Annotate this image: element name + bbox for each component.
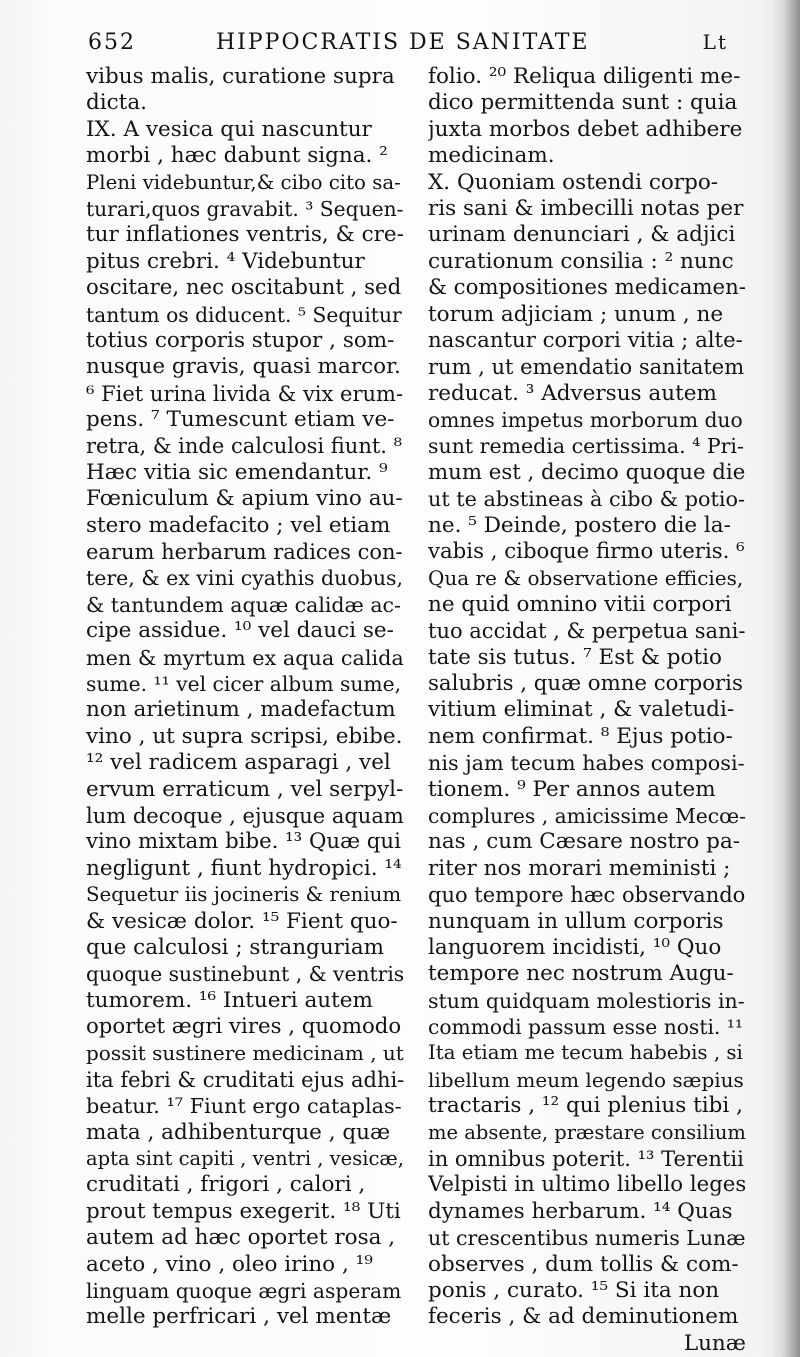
text-line: turari,quos gravabit. ³ Sequen- [86, 196, 404, 221]
text-line: tractaris , ¹² qui plenius tibi , [428, 1093, 743, 1119]
text-line: Qua re & observatione efficies, [428, 566, 744, 591]
text-line: curationum consilia : ² nunc [428, 248, 734, 274]
text-line: nascantur corpori vitia ; alte- [428, 327, 743, 353]
text-line: vino , ut supra scripsi, ebibe. [86, 723, 403, 749]
text-line: stero madefacito ; vel etiam [86, 512, 391, 538]
text-line: totius corporis stupor , som- [86, 327, 395, 353]
text-line: oscitare, nec oscitabunt , sed [86, 275, 402, 301]
text-line: nem confirmat. ⁸ Ejus potio- [428, 723, 733, 749]
left-text-column [86, 64, 404, 1331]
page-number: 652 [88, 30, 136, 55]
text-line: pens. ⁷ Tumescunt etiam ve- [86, 407, 395, 433]
text-line: mata , adhibenturque , quæ [86, 1119, 391, 1145]
text-line: feceris , & ad deminutionem [428, 1304, 739, 1330]
text-line: vabis , ciboque firmo uteris. ⁶ [428, 539, 745, 565]
text-line: autem ad hæc oportet rosa , [86, 1225, 396, 1251]
text-line: tuo accidat , & perpetua sani- [428, 619, 746, 644]
text-line: ne quid omnino vitii corpori [428, 591, 732, 617]
text-line: earum herbarum radices con- [86, 540, 403, 565]
text-line: riter nos morari meministi ; [428, 855, 731, 881]
text-line: ne. ⁵ Deinde, postero die la- [428, 512, 731, 538]
text-line: vino mixtam bibe. ¹³ Quæ qui [86, 829, 401, 855]
text-line: beatur. ¹⁷ Fiunt ergo cataplas- [86, 1094, 402, 1119]
text-line: IX. A vesica qui nascuntur [86, 116, 372, 142]
text-line: pitus crebri. ⁴ Videbuntur [86, 248, 365, 274]
text-line: dico permittenda sunt : quia [428, 90, 738, 116]
text-line: apta sint capiti , ventri , vesicæ, [86, 1147, 404, 1171]
text-line: que calculosi ; stranguriam [86, 934, 385, 960]
text-line: complures , amicissime Mecœ- [428, 803, 746, 828]
text-line: rum , ut emendatio sanitatem [428, 355, 745, 380]
text-line: vibus malis, curatione supra [86, 64, 395, 89]
text-line: Hæc vitia sic emendantur. ⁹ [86, 459, 388, 485]
text-line: Fœniculum & apium vino au- [86, 486, 403, 512]
text-line: tempore nec nostrum Augu- [428, 961, 734, 987]
text-line: cruditati , frigori , calori , [86, 1172, 366, 1198]
text-line: me absente, præstare consilium [428, 1120, 746, 1144]
text-line: nunquam in ullum corporis [428, 908, 724, 934]
text-line: cipe assidue. ¹⁰ vel dauci se- [86, 618, 394, 644]
text-line: tantum os diducent. ⁵ Sequitur [86, 302, 402, 327]
text-line: lum decoque , ejusque aquam [86, 803, 404, 828]
text-line: tere, & ex vini cyathis duobus, [86, 566, 404, 591]
text-line: urinam denunciari , & adjici [428, 222, 736, 248]
text-line: libellum meum legendo sæpius [428, 1067, 744, 1092]
text-line: sume. ¹¹ vel cicer album sume, [86, 671, 402, 696]
text-line: prout tempus exegerit. ¹⁸ Uti [86, 1198, 401, 1224]
text-line: sunt remedia certissima. ⁴ Pri- [428, 434, 744, 459]
text-line: Pleni videbuntur,& cibo cito sa- [86, 170, 401, 194]
text-line: linguam quoque ægri asperam [86, 1278, 402, 1303]
text-line: & tantundem aquæ calidæ ac- [86, 592, 401, 617]
text-line: observes , dum tollis & com- [428, 1251, 739, 1277]
text-line: tionem. ⁹ Per annos autem [428, 776, 716, 802]
text-line: quo tempore hæc observando [428, 883, 746, 908]
text-line: ¹² vel radicem asparagi , vel [86, 750, 391, 776]
text-line: Sequetur iis jocineris & renium [86, 883, 402, 907]
text-line: nas , cum Cæsare nostro pa- [428, 829, 741, 855]
text-line: X. Quoniam ostendi corpo- [428, 169, 719, 195]
text-line: vitium eliminat , & valetudi- [428, 697, 735, 723]
right-text-column [428, 64, 746, 1357]
text-line: juxta morbos debet adhibere [428, 116, 743, 142]
signature-mark: Lt [702, 30, 728, 54]
text-line: ervum erraticum , vel serpyl- [86, 776, 404, 802]
text-line: Lunæ [683, 1330, 746, 1356]
text-line: ⁶ Fiet urina livida & vix erum- [86, 381, 404, 406]
text-line: folio. ²⁰ Reliqua diligenti me- [428, 64, 741, 89]
text-line: reducat. ³ Adversus autem [428, 380, 717, 406]
text-line: quoque sustinebunt , & ventris [86, 962, 404, 987]
text-line: & vesicæ dolor. ¹⁵ Fient quo- [86, 908, 398, 934]
page-edge-shadow [772, 0, 800, 1357]
text-line: melle perfricari , vel mentæ [86, 1304, 392, 1330]
text-line: stum quidquam molestioris in- [428, 988, 745, 1013]
text-line: in omnibus poterit. ¹³ Terentii [428, 1147, 744, 1172]
text-line: dicta. [86, 90, 147, 116]
running-title: HIPPOCRATIS DE SANITATE [216, 30, 590, 55]
text-line: salubris , quæ omne corporis [428, 670, 743, 696]
text-line: ponis , curato. ¹⁵ Si ita non [428, 1277, 720, 1303]
text-line: non arietinum , madefactum [86, 697, 396, 723]
text-line: negligunt , fiunt hydropici. ¹⁴ [86, 855, 402, 881]
text-line: Ita etiam me tecum habebis , si [428, 1041, 743, 1065]
text-line: men & myrtum ex aqua calida [86, 645, 404, 670]
text-line: tumorem. ¹⁶ Intueri autem [86, 987, 373, 1013]
text-line: possit sustinere medicinam , ut [86, 1041, 404, 1066]
text-line: tate sis tutus. ⁷ Est & potio [428, 644, 722, 670]
text-line: ut crescentibus numeris Lunæ [428, 1226, 746, 1251]
text-line: & compositiones medicamen- [428, 275, 746, 301]
page-header [88, 30, 728, 60]
text-line: ut te abstineas à cibo & potio- [428, 487, 745, 512]
text-line: ris sani & imbecilli notas per [428, 195, 744, 221]
text-line: Velpisti in ultimo libello leges [428, 1172, 746, 1198]
text-line: ita febri & cruditati ejus adhi- [86, 1067, 404, 1092]
text-line: tur inflationes ventris, & cre- [86, 222, 404, 248]
text-line: mum est , decimo quoque die [428, 459, 746, 485]
text-line: oportet ægri vires , quomodo [86, 1014, 402, 1040]
text-line: nusque gravis, quasi marcor. [86, 354, 401, 380]
text-line: retra, & inde calculosi fiunt. ⁸ [86, 434, 403, 459]
text-line: omnes impetus morborum duo [428, 408, 743, 433]
text-line: commodi passum esse nosti. ¹¹ [428, 1015, 744, 1040]
text-line: medicinam. [428, 143, 555, 169]
text-line: languorem incidisti, ¹⁰ Quo [428, 934, 722, 960]
text-line: torum adjiciam ; unum , ne [428, 301, 724, 327]
text-line: nis jam tecum habes composi- [428, 751, 745, 776]
text-line: morbi , hæc dabunt signa. ² [86, 143, 388, 169]
text-line: aceto , vino , oleo irino , ¹⁹ [86, 1251, 373, 1277]
text-line: dynames herbarum. ¹⁴ Quas [428, 1198, 733, 1224]
